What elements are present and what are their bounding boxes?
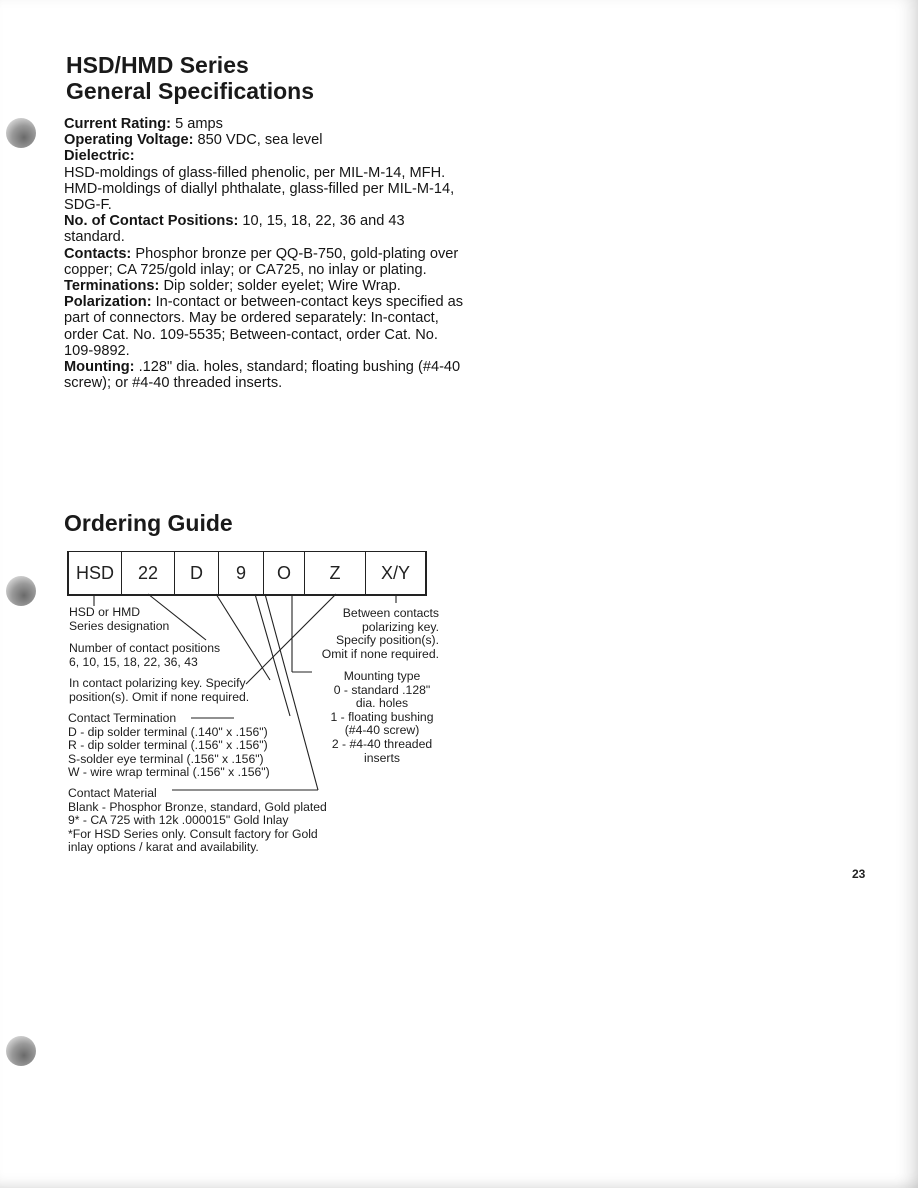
note-line: Number of contact positions [69,641,221,655]
contact-material-note [68,787,327,855]
spec-value: Phosphor bronze per QQ-B-750, gold-plating over copper; CA 725/gold inlay; or CA725, no inlay or plating. [64,245,459,278]
between-contacts-key-note [298,607,439,661]
title-line-2: General Specifications [66,78,314,104]
note-line: 9* - CA 725 with 12k .000015" Gold Inlay [68,813,289,828]
spec-value: 10, 15, 18, 22, 36 and 43 standard. [64,213,405,246]
ordering-guide-title: Ordering Guide [64,510,233,536]
spec-value: In-contact or between-contact keys specified as part of connectors. May be ordered separately: In-contact, order Cat. No. 109-5535; Between-contact, order Cat. No. 109-9892. [64,294,464,359]
note-line: Specify position(s). [336,633,439,648]
spec-dielectric-hsd: HSD-moldings of glass-filled phenolic, per MIL-M-14, MFH. [64,164,446,181]
title-line-1: HSD/HMD Series [66,52,249,78]
spec-label: Current Rating: [64,116,172,132]
code-cell-positions: 22 [121,552,174,594]
spec-value: 850 VDC, sea level [193,132,323,149]
mounting-type-note [318,670,446,765]
contact-positions-note [69,642,220,669]
page-number: 23 [852,867,866,881]
spec-dielectric-hmd: HMD-moldings of diallyl phthalate, glass-filled per MIL-M-14, SDG-F. [64,180,455,214]
note-line: 0 - standard .128" [333,682,431,697]
spec-value: 5 amps [171,116,223,132]
spec-label: Mounting: [64,359,135,376]
series-designation-note [69,606,169,633]
note-line: inlay options / karat and availability. [68,840,259,855]
note-line: In contact polarizing key. Specify [69,676,246,690]
note-line: *For HSD Series only. Consult factory for Gold [68,826,318,841]
note-line: HSD or HMD [69,605,141,619]
note-line: 6, 10, 15, 18, 22, 36, 43 [69,654,198,669]
leader-material-a [255,594,290,716]
spec-label: Operating Voltage: [64,132,194,149]
spec-label: Terminations: [64,278,160,295]
note-line: S-solder eye terminal (.156" x .156") [68,751,264,766]
spec-label: Polarization: [64,294,152,311]
note-line: Contact Termination [68,711,177,725]
note-line: polarizing key. [362,619,439,634]
leader-termination [216,594,270,680]
spec-label: No. of Contact Positions: [64,213,239,230]
spec-label: Dielectric: [64,148,135,165]
note-line: Blank - Phosphor Bronze, standard, Gold plated [68,799,327,814]
contact-termination-note [68,712,270,780]
spec-value: Dip solder; solder eyelet; Wire Wrap. [159,278,401,295]
note-line: 1 - floating bushing [330,709,434,724]
note-line: W - wire wrap terminal (.156" x .156") [68,765,270,780]
note-line: inserts [364,750,400,765]
note-line: Contact Material [68,786,157,800]
in-contact-key-note [69,677,249,704]
note-line: position(s). Omit if none required. [69,689,250,704]
note-line: Series designation [69,618,170,633]
code-cell-between-key: X/Y [365,552,425,594]
spec-value: .128" dia. holes, standard; floating bushing (#4-40 screw); or #4-40 threaded inserts. [64,359,461,392]
note-line: (#4-40 screw) [344,723,420,738]
code-cell-mounting: O [263,552,304,594]
note-line: D - dip solder terminal (.140" x .156") [68,724,268,739]
code-cell-in-contact-key: Z [304,552,365,594]
note-line: R - dip solder terminal (.156" x .156") [68,738,268,753]
code-cell-series: HSD [75,562,114,583]
note-line: dia. holes [355,696,409,711]
note-line: Between contacts [342,606,439,620]
spec-label: Contacts: [64,245,132,262]
code-cell-material: 9 [218,552,263,594]
code-cell-termination: D [174,552,218,594]
note-line: 2 - #4-40 threaded [331,736,433,751]
note-line: Omit if none required. [321,646,439,661]
note-line: Mounting type [343,669,421,683]
